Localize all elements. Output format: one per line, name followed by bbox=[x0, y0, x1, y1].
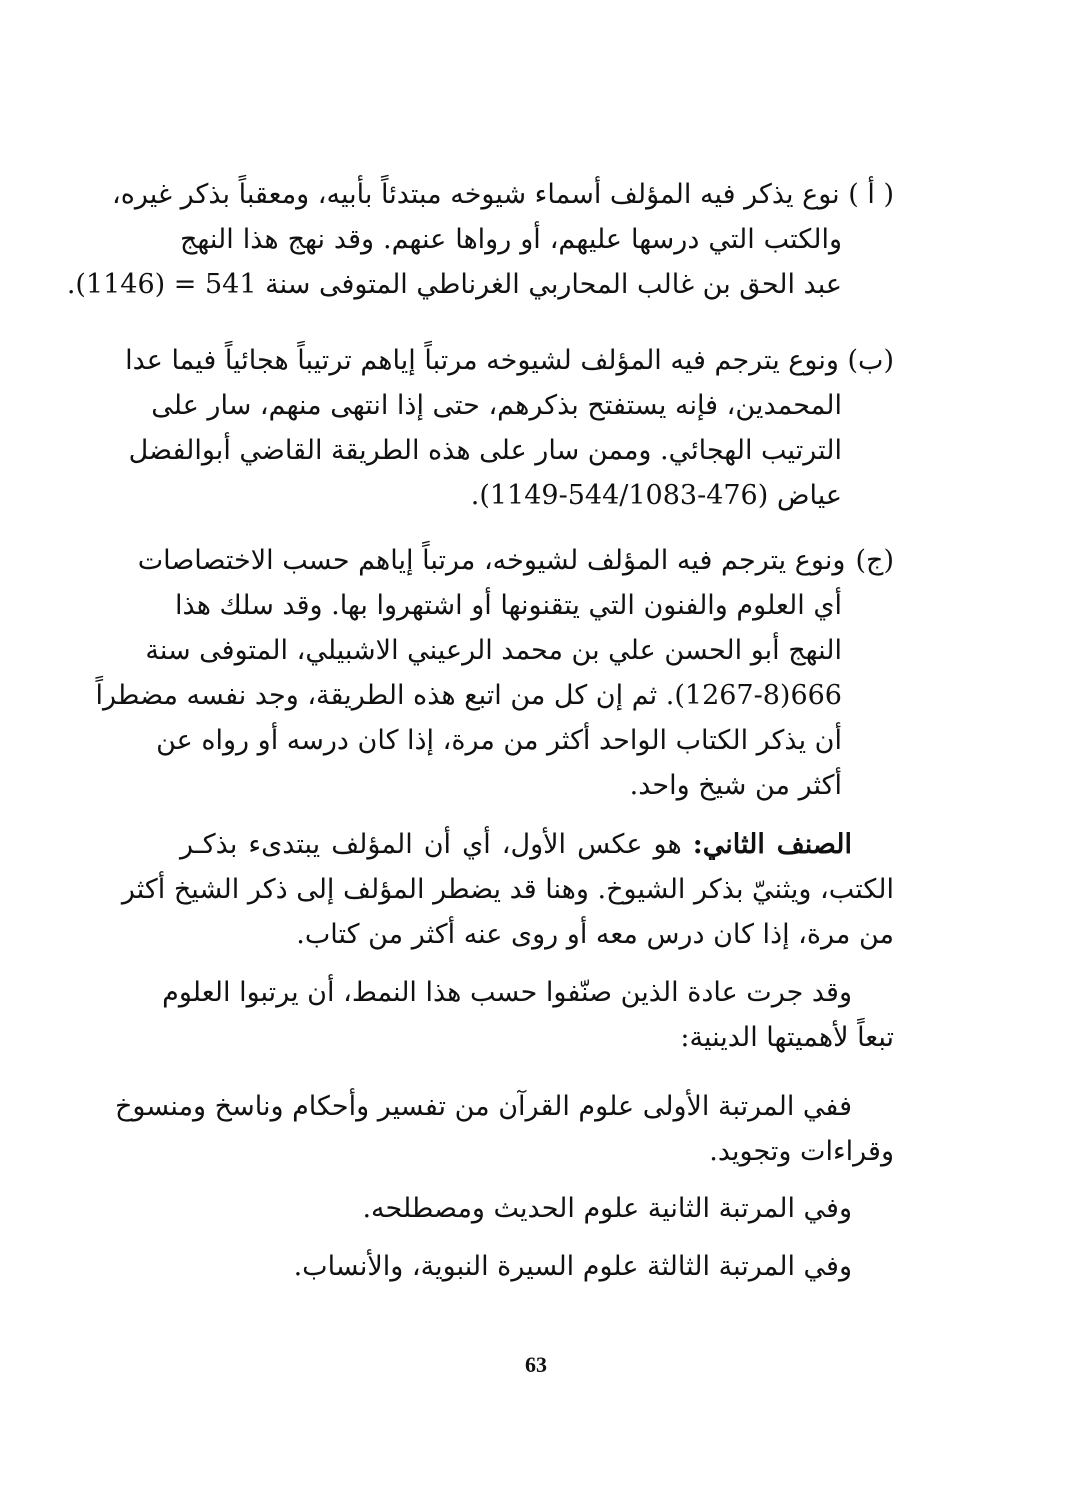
item-c-line-3: النهج أبو الحسن علي بن محمد الرعيني الاشبيلي، المتوفى سنة bbox=[145, 635, 842, 666]
second-type-line-2: الكتب، ويثنيّ بذكر الشيوخ. وهنا قد يضطر المؤلف إلى ذكر الشيخ أكثر bbox=[121, 874, 894, 905]
paragraph-third-rank bbox=[180, 1244, 894, 1289]
second-type-line-1: الصنف الثاني: هو عكس الأول، أي أن المؤلف يبتدىء بذكـر bbox=[180, 829, 852, 860]
custom-line-2: تبعاً لأهميتها الدينية: bbox=[680, 1022, 894, 1053]
item-c-line-6: أكثر من شيخ واحد. bbox=[629, 770, 842, 801]
list-item-c bbox=[95, 538, 894, 808]
item-c-label: (ج) bbox=[855, 545, 894, 576]
first-rank-line-1: ففي المرتبة الأولى علوم القرآن من تفسير وأحكام وناسخ ومنسوخ bbox=[114, 1091, 852, 1122]
third-rank-line: وفي المرتبة الثالثة علوم السيرة النبوية، والأنساب. bbox=[293, 1251, 852, 1282]
list-item-a bbox=[66, 172, 894, 307]
custom-line-1: وقد جرت عادة الذين صنّفوا حسب هذا النمط، أن يرتبوا العلوم bbox=[162, 977, 852, 1008]
item-a-line-3: عبد الحق بن غالب المحاربي الغرناطي المتوفى سنة 541 = (1146). bbox=[66, 269, 842, 300]
list-item-b bbox=[125, 338, 894, 518]
second-rank-line: وفي المرتبة الثانية علوم الحديث ومصطلحه. bbox=[362, 1193, 852, 1224]
item-c-line-2: أي العلوم والفنون التي يتقنونها أو اشتهروا بها. وقد سلك هذا bbox=[175, 590, 842, 621]
item-c-line-4: 666(1267-8). ثم إن كل من اتبع هذه الطريقة، وجد نفسه مضطراً bbox=[95, 680, 842, 711]
second-type-heading: الصنف الثاني: bbox=[692, 829, 852, 860]
item-b-label: (ب) bbox=[847, 345, 894, 376]
second-type-line-3: من مرة، إذا كان درس معه أو روى عنه أكثر من كتاب. bbox=[296, 919, 894, 950]
page-number: 63 bbox=[525, 1352, 547, 1377]
item-b-line-3: الترتيب الهجائي. وممن سار على هذه الطريقة القاضي أبوالفضل bbox=[128, 435, 842, 466]
paragraph-second-rank bbox=[180, 1186, 894, 1231]
paragraph-first-rank bbox=[114, 1084, 894, 1174]
item-a-label: ( أ ) bbox=[848, 179, 894, 210]
item-c-line-5: أن يذكر الكتاب الواحد أكثر من مرة، إذا كان درسه أو رواه عن bbox=[156, 725, 842, 756]
first-rank-line-2: وقراءات وتجويد. bbox=[709, 1136, 894, 1167]
paragraph-second-type bbox=[121, 822, 894, 957]
item-b-line-2: المحمدين، فإنه يستفتح بذكرهم، حتى إذا انتهى منهم، سار على bbox=[151, 390, 842, 421]
item-b-line-1: (ب) ونوع يترجم فيه المؤلف لشيوخه مرتباً إياهم ترتيباً هجائياً فيما عدا bbox=[180, 338, 894, 383]
item-b-line-4: عياض (476-544/1083-1149). bbox=[470, 480, 842, 511]
item-a-line-1: ( أ ) نوع يذكر فيه المؤلف أسماء شيوخه مبتدئاً بأبيه، ومعقباً بذكر غيره، bbox=[180, 172, 894, 217]
item-c-line-1: (ج) ونوع يترجم فيه المؤلف لشيوخه، مرتباً إياهم حسب الاختصاصات bbox=[180, 538, 894, 583]
paragraph-custom bbox=[162, 970, 894, 1060]
item-a-line-2: والكتب التي درسها عليهم، أو رواها عنهم. وقد نهج هذا النهج bbox=[180, 224, 842, 255]
